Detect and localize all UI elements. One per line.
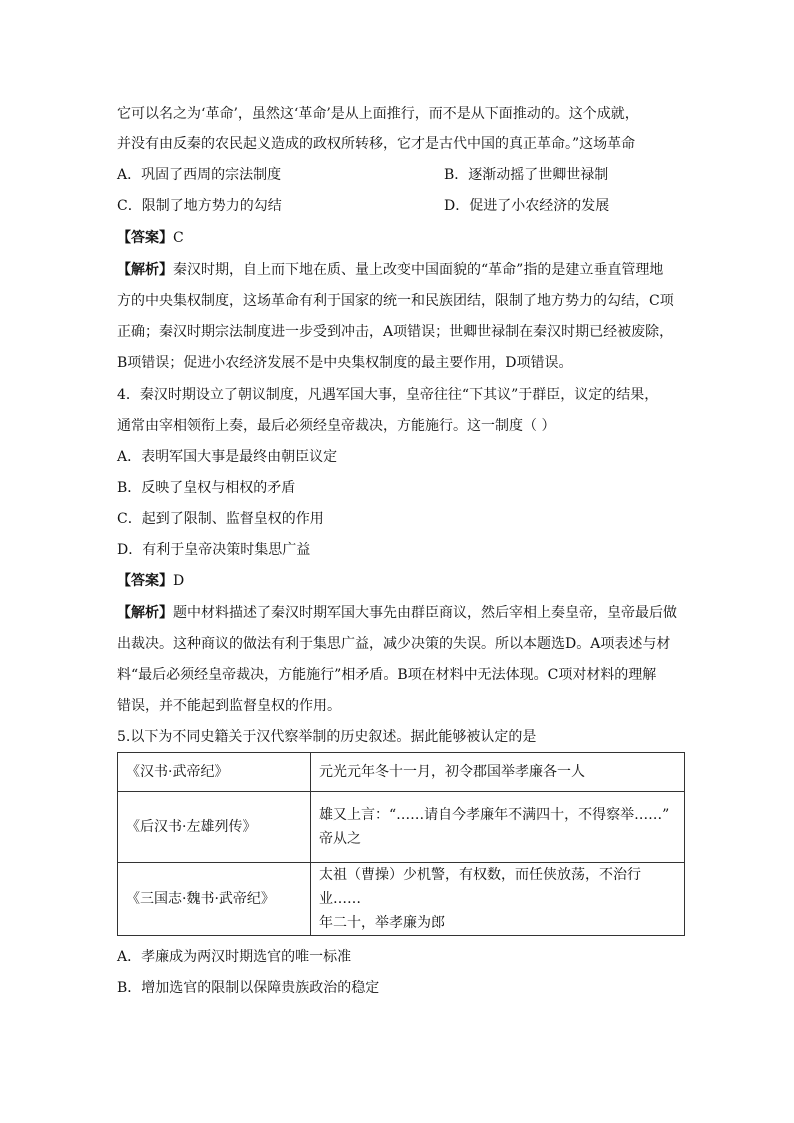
q3-option-d: D．促进了小农经济的发展 <box>444 198 610 214</box>
table-row <box>118 792 685 863</box>
cell-text-line: 元光元年冬十一月，初令郡国举孝廉各一人 <box>319 764 585 780</box>
cell-text-line: 帝从之 <box>319 831 361 847</box>
q4-option-a: A．表明军国大事是最终由朝臣议定 <box>117 449 338 465</box>
q4-analysis-label: 【解析】 <box>117 605 173 621</box>
q3-analysis-line-3: 正确；秦汉时期宗法制度进一步受到冲击，A项错误；世卿世禄制在秦汉时期已经被废除， <box>117 324 674 340</box>
q3-stem-line-2: 并没有由反秦的农民起义造成的政权所转移，它才是古代中国的真正革命。”这场革命 <box>117 136 636 152</box>
q3-analysis-label: 【解析】 <box>117 262 173 278</box>
q5-option-b: B．增加选官的限制以保障贵族政治的稳定 <box>117 980 380 996</box>
q3-answer-value: C <box>173 230 184 246</box>
q4-stem-line-2: 通常由宰相领衔上奏，最后必须经皇帝裁决，方能施行。这一制度（ ） <box>117 418 556 434</box>
q3-answer <box>117 228 184 248</box>
table-cell-source: 《三国志·魏书·武帝纪》 <box>118 863 311 936</box>
cell-text-line: 年二十，举孝廉为郎 <box>319 915 445 931</box>
q5-source-table <box>117 752 685 936</box>
q4-analysis-line-1 <box>117 603 677 623</box>
q4-option-d: D．有利于皇帝决策时集思广益 <box>117 542 311 558</box>
table-cell-text <box>311 792 685 863</box>
q3-analysis-text-1: 秦汉时期，自上而下地在质、量上改变中国面貌的“革命”指的是建立垂直管理地 <box>173 262 664 278</box>
table-cell-source: 《汉书·武帝纪》 <box>118 753 311 792</box>
q4-answer <box>117 571 184 591</box>
q3-answer-label: 【答案】 <box>117 230 173 246</box>
q3-analysis-line-4: B项错误；促进小农经济发展不是中央集权制度的最主要作用，D项错误。 <box>117 355 573 371</box>
q4-analysis-text-1: 题中材料描述了秦汉时期军国大事先由群臣商议，然后宰相上奏皇帝，皇帝最后做 <box>173 605 677 621</box>
table-cell-source: 《后汉书·左雄列传》 <box>118 792 311 863</box>
q5-stem: 5.以下为不同史籍关于汉代察举制的历史叙述。据此能够被认定的是 <box>117 729 537 745</box>
q4-analysis-line-2: 出裁决。这种商议的做法有利于集思广益，减少决策的失误。所以本题选D。A项表述与材 <box>117 636 671 652</box>
table-cell-text <box>311 863 685 936</box>
table-row <box>118 753 685 792</box>
cell-text-line: 太祖（曹操）少机警，有权数，而任侠放荡，不治行业…… <box>319 867 641 907</box>
q4-answer-value: D <box>173 573 185 589</box>
q4-answer-label: 【答案】 <box>117 573 173 589</box>
q3-analysis-line-2: 方的中央集权制度，这场革命有利于国家的统一和民族团结，限制了地方势力的勾结，C项 <box>117 293 674 309</box>
q3-option-a: A．巩固了西周的宗法制度 <box>117 167 282 183</box>
q3-option-c: C．限制了地方势力的勾结 <box>117 198 282 214</box>
q4-option-c: C．起到了限制、监督皇权的作用 <box>117 511 324 527</box>
q5-option-a: A．孝廉成为两汉时期选官的唯一标准 <box>117 949 352 965</box>
q4-analysis-line-4: 错误，并不能起到监督皇权的作用。 <box>117 698 341 714</box>
cell-text-line: 雄又上言：“……请自今孝廉年不满四十，不得察举……” <box>319 807 670 823</box>
q4-analysis-line-3: 料“最后必须经皇帝裁决，方能施行”相矛盾。B项在材料中无法体现。C项对材料的理解 <box>117 667 657 683</box>
q3-analysis-line-1 <box>117 260 663 280</box>
q4-stem-line-1: 4．秦汉时期设立了朝议制度，凡遇军国大事，皇帝往往“下其议”于群臣，议定的结果， <box>117 387 659 403</box>
q3-option-b: B．逐渐动摇了世卿世禄制 <box>444 167 609 183</box>
table-cell-text <box>311 753 685 792</box>
q3-stem-line-1: 它可以名之为‘革命’，虽然这‘革命’是从上面推行，而不是从下面推动的。这个成就， <box>117 106 639 122</box>
table-row <box>118 863 685 936</box>
q4-option-b: B．反映了皇权与相权的矛盾 <box>117 480 296 496</box>
